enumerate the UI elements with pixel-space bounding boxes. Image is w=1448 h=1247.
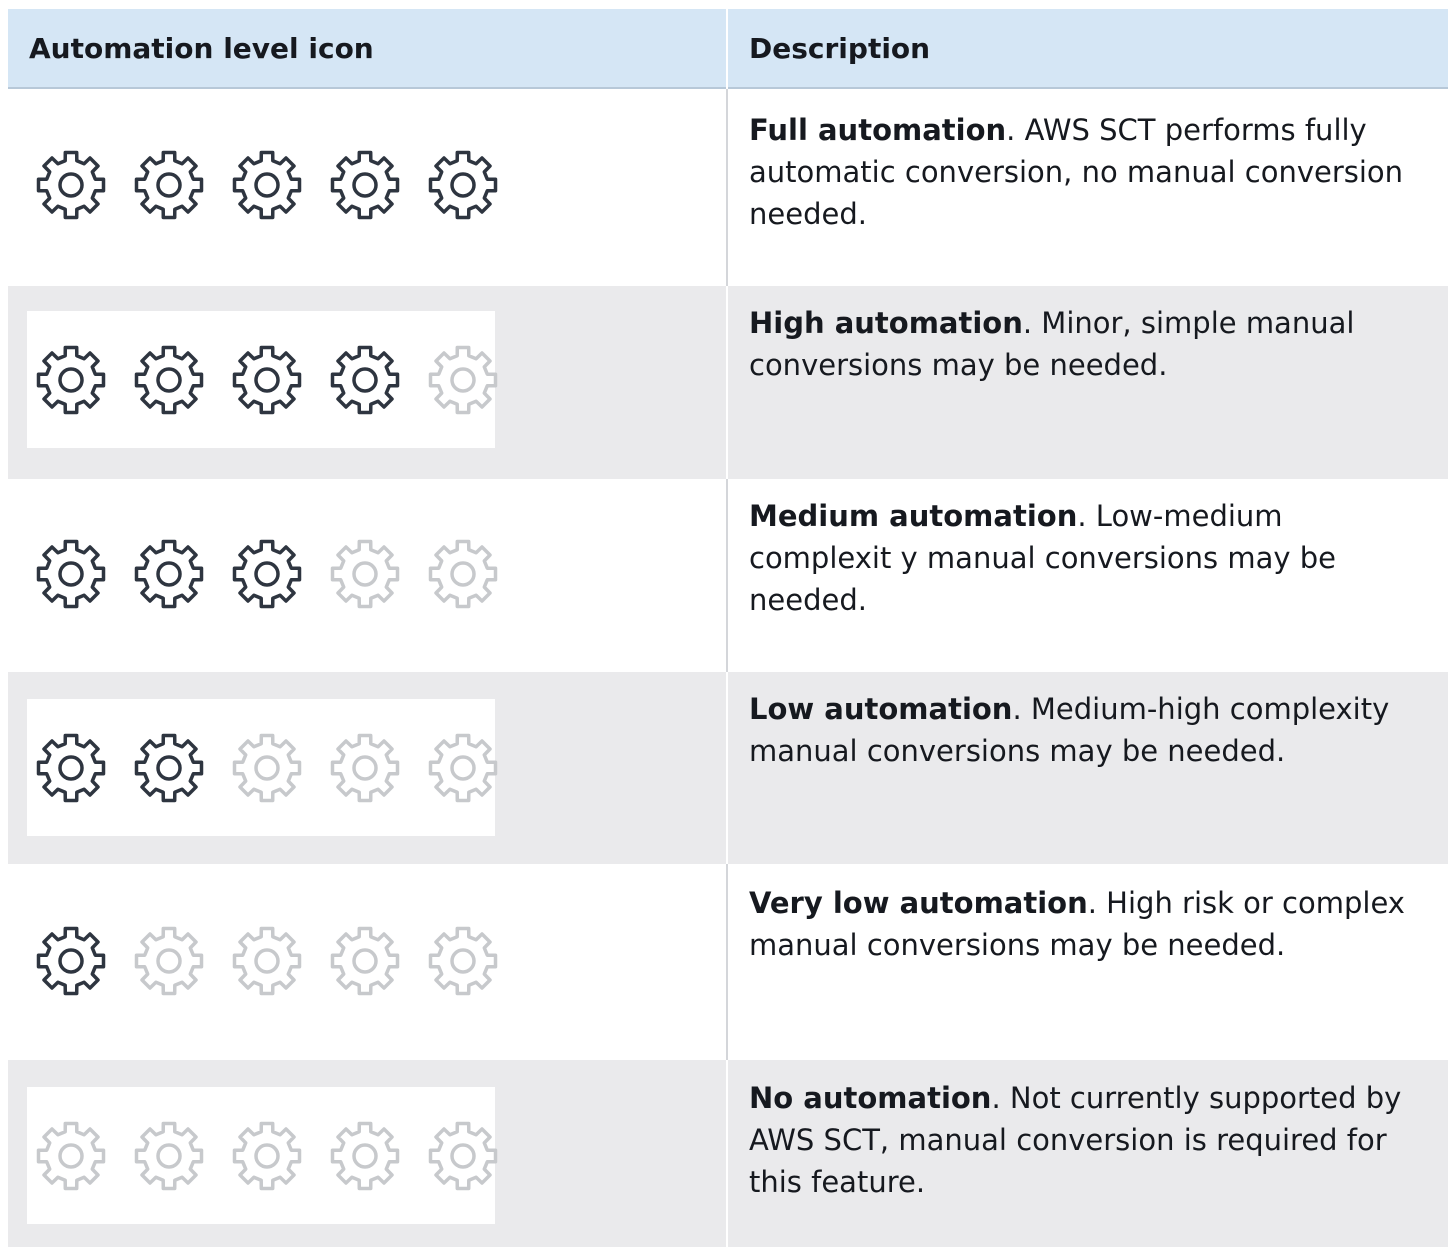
gear-icon — [423, 534, 503, 614]
gear-icon — [31, 145, 111, 225]
automation-level-title: No automation — [749, 1081, 992, 1115]
gear-icon — [325, 1116, 405, 1196]
gear-icon — [325, 534, 405, 614]
gear-icon — [31, 1116, 111, 1196]
gear-rating — [27, 116, 495, 253]
gear-icon — [325, 921, 405, 1001]
table-header — [8, 9, 1448, 89]
table-row — [8, 864, 1448, 1060]
gear-rating — [27, 699, 495, 836]
automation-level-table — [8, 9, 1448, 1247]
automation-level-text: . Medium-high complexity manual conversions may be needed. — [749, 692, 1390, 768]
description-cell — [749, 882, 1424, 966]
row-divider — [726, 672, 728, 864]
gear-icon — [227, 921, 307, 1001]
gear-icon — [129, 728, 209, 808]
gear-icon — [325, 340, 405, 420]
gear-icon — [129, 340, 209, 420]
automation-level-text: . Low-medium complexit y manual conversions may be needed. — [749, 499, 1337, 617]
gear-icon — [31, 921, 111, 1001]
description-cell — [749, 688, 1424, 772]
gear-icon — [31, 534, 111, 614]
automation-level-title: High automation — [749, 306, 1023, 340]
description-cell — [749, 495, 1424, 621]
table-row — [8, 479, 1448, 672]
table-row — [8, 1060, 1448, 1247]
gear-icon — [325, 145, 405, 225]
automation-level-title: Full automation — [749, 113, 1007, 147]
gear-rating — [27, 1087, 495, 1224]
gear-icon — [423, 921, 503, 1001]
automation-level-text: . AWS SCT performs fully automatic conversion, no manual conversion needed. — [749, 113, 1404, 231]
gear-rating — [27, 311, 495, 448]
automation-level-text: . Not currently supported by AWS SCT, manual conversion is required for this feature. — [749, 1081, 1402, 1199]
row-divider — [726, 864, 728, 1060]
table-row — [8, 286, 1448, 479]
header-divider — [726, 9, 728, 89]
gear-icon — [227, 1116, 307, 1196]
gear-rating — [27, 892, 495, 1029]
description-cell — [749, 302, 1424, 386]
automation-level-title: Medium automation — [749, 499, 1078, 533]
gear-icon — [227, 145, 307, 225]
automation-level-title: Very low automation — [749, 886, 1088, 920]
table-row — [8, 89, 1448, 286]
row-divider — [726, 1060, 728, 1247]
automation-level-title: Low automation — [749, 692, 1013, 726]
gear-icon — [423, 1116, 503, 1196]
automation-level-text: . High risk or complex manual conversions may be needed. — [749, 886, 1405, 962]
gear-rating — [27, 505, 495, 642]
gear-icon — [129, 921, 209, 1001]
gear-icon — [227, 340, 307, 420]
automation-level-text: . Minor, simple manual conversions may be needed. — [749, 306, 1355, 382]
description-cell — [749, 109, 1424, 235]
gear-icon — [423, 728, 503, 808]
gear-icon — [129, 145, 209, 225]
header-automation-level-icon: Automation level icon — [29, 32, 374, 65]
gear-icon — [227, 728, 307, 808]
header-description: Description — [749, 32, 931, 65]
row-divider — [726, 479, 728, 672]
description-cell — [749, 1077, 1424, 1203]
gear-icon — [31, 728, 111, 808]
gear-icon — [129, 1116, 209, 1196]
gear-icon — [129, 534, 209, 614]
gear-icon — [227, 534, 307, 614]
gear-icon — [423, 340, 503, 420]
row-divider — [726, 89, 728, 286]
gear-icon — [31, 340, 111, 420]
gear-icon — [423, 145, 503, 225]
gear-icon — [325, 728, 405, 808]
table-row — [8, 672, 1448, 864]
row-divider — [726, 286, 728, 479]
